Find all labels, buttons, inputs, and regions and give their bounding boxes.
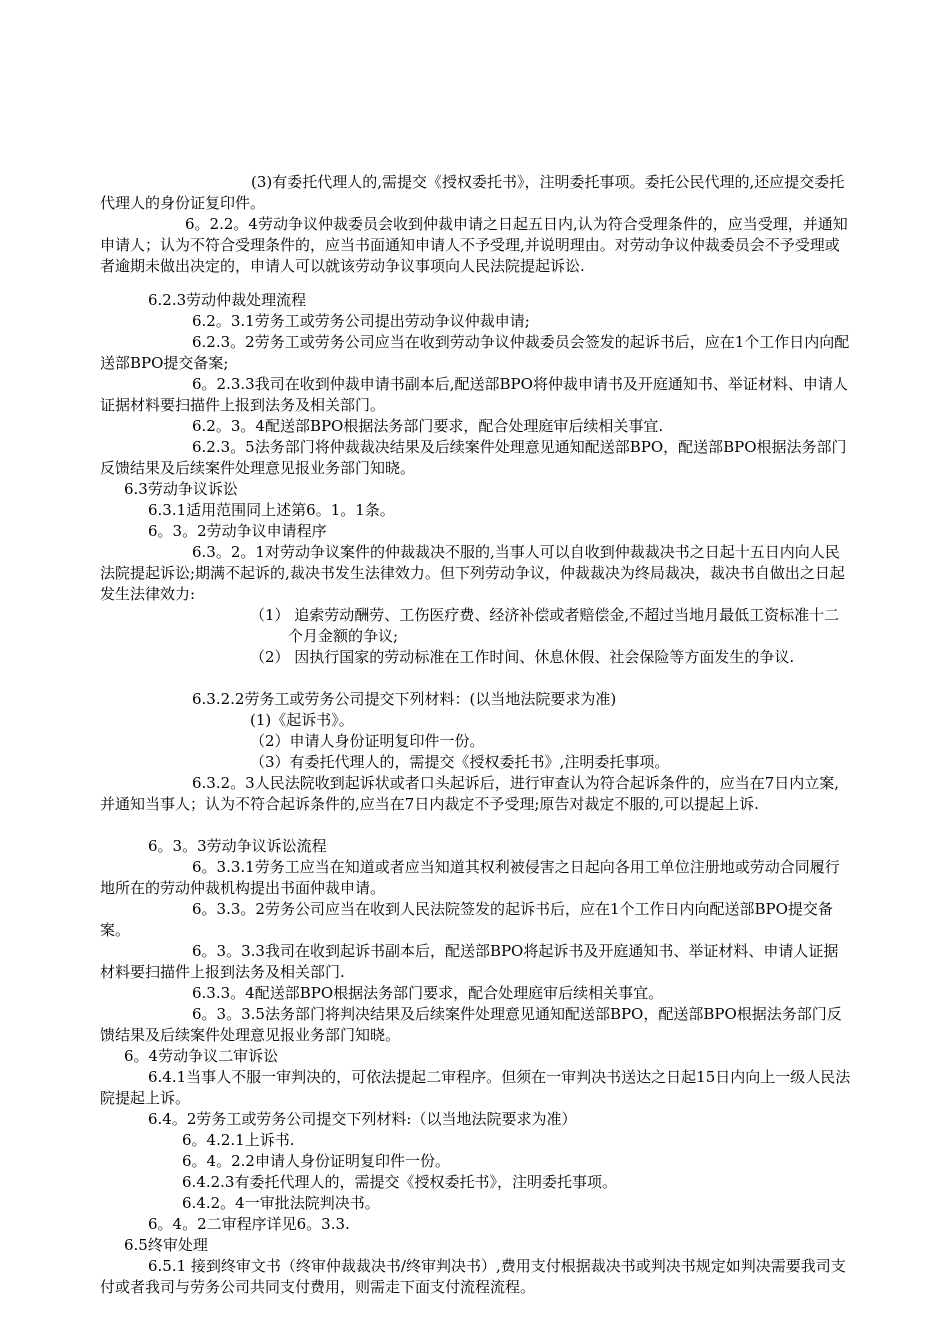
paragraph: 6.3.3。4配送部BPO根据法务部门要求，配合处理庭审后续相关事宜。	[192, 984, 664, 1002]
section-heading: 6.5终审处理	[124, 1236, 208, 1254]
list-item: 6.4.2.3有委托代理人的，需提交《授权委托书》，注明委托事项。	[182, 1173, 617, 1191]
list-item: （2）申请人身份证明复印件一份。	[250, 732, 485, 750]
list-item: （1） 追索劳动酬劳、工伤医疗费、经济补偿或者赔偿金,不超过当地月最低工资标准十二个月金额的争议;	[250, 606, 840, 645]
paragraph: 6.4。2劳务工或劳务公司提交下列材料:（以当地法院要求为准）	[148, 1110, 577, 1128]
paragraph: 6。4。2二审程序详见6。3.3.	[148, 1215, 350, 1233]
section-heading: 6。3。2劳动争议申请程序	[148, 522, 327, 540]
section-heading: 6.2.3劳动仲裁处理流程	[148, 291, 307, 309]
paragraph: 6。3。3.3我司在收到起诉书副本后，配送部BPO将起诉书及开庭通知书、举证材料、申请人证据材料要扫描件上报到法务及相关部门.	[100, 942, 839, 981]
section-heading: 6。4劳动争议二审诉讼	[124, 1047, 279, 1065]
section-heading: 6.3劳动争议诉讼	[124, 480, 238, 498]
paragraph: 6.2.3。5法务部门将仲裁裁决结果及后续案件处理意见通知配送部BPO，配送部BPO根据法务部门反馈结果及后续案件处理意见报业务部门知晓。	[100, 438, 847, 477]
paragraph: 6.5.1 接到终审文书（终审仲裁裁决书/终审判决书）,费用支付根据裁决书或判决书规定如判决需要我司支付或者我司与劳务公司共同支付费用，则需走下面支付流程流程。	[100, 1257, 846, 1296]
paragraph: 6。3.3。2劳务公司应当在收到人民法院签发的起诉书后，应在1个工作日内向配送部BPO提交备案。	[100, 900, 833, 939]
list-item: （3）有委托代理人的，需提交《授权委托书》,注明委托事项。	[250, 753, 670, 771]
paragraph: 6.3.2.2劳务工或劳务公司提交下列材料：(以当地法院要求为准)	[192, 690, 617, 708]
list-item: （2） 因执行国家的劳动标准在工作时间、休息休假、社会保险等方面发生的争议.	[250, 648, 795, 666]
paragraph: 6.2。3。4配送部BPO根据法务部门要求，配合处理庭审后续相关事宜.	[192, 417, 664, 435]
paragraph: 6。3。3.5法务部门将判决结果及后续案件处理意见通知配送部BPO，配送部BPO根据法务部门反馈结果及后续案件处理意见报业务部门知晓。	[100, 1005, 842, 1044]
list-item: 6。4。2.2申请人身份证明复印件一份。	[182, 1152, 450, 1170]
list-item: (1)《起诉书》。	[250, 711, 354, 729]
paragraph: 6.3。2。1对劳动争议案件的仲裁裁决不服的,当事人可以自收到仲裁裁决书之日起十五日内向人民法院提起诉讼;期满不起诉的,裁决书发生法律效力。但下列劳动争议，仲裁裁决为终局裁决，裁决书自做出之日起发生法律效力:	[100, 543, 845, 603]
paragraph: 6.4.1当事人不服一审判决的，可依法提起二审程序。但须在一审判决书送达之日起15日内向上一级人民法院提起上诉。	[100, 1068, 851, 1107]
paragraph: 6.2。3.1劳务工或劳务公司提出劳动争议仲裁申请;	[192, 312, 530, 330]
list-item: 6。4.2.1上诉书.	[182, 1131, 295, 1149]
paragraph: 6.3.2。3人民法院收到起诉状或者口头起诉后，进行审查认为符合起诉条件的，应当在7日内立案,并通知当事人；认为不符合起诉条件的,应当在7日内裁定不予受理;原告对裁定不服的,可以提起上诉.	[100, 774, 840, 813]
paragraph: 6.3.1适用范围同上述第6。1。1条。	[148, 501, 395, 519]
paragraph: 6。2.3.3我司在收到仲裁申请书副本后,配送部BPO将仲裁申请书及开庭通知书、举证材料、申请人证据材料要扫描件上报到法务及相关部门。	[100, 375, 848, 414]
paragraph: 6。3.3.1劳务工应当在知道或者应当知道其权利被侵害之日起向各用工单位注册地或劳动合同履行地所在的劳动仲裁机构提出书面仲裁申请。	[100, 858, 840, 897]
list-item: 6.4.2。4一审批法院判决书。	[182, 1194, 380, 1212]
paragraph: (3)有委托代理人的,需提交《授权委托书》，注明委托事项。委托公民代理的,还应提交委托代理人的身份证复印件。	[100, 173, 845, 212]
section-heading: 6。3。3劳动争议诉讼流程	[148, 837, 327, 855]
paragraph: 6.2.3。2劳务工或劳务公司应当在收到劳动争议仲裁委员会签发的起诉书后，应在1个工作日内向配送部BPO提交备案;	[100, 333, 850, 372]
paragraph: 6。2.2。4劳动争议仲裁委员会收到仲裁申请之日起五日内,认为符合受理条件的，应当受理，并通知申请人；认为不符合受理条件的，应当书面通知申请人不予受理,并说明理由。对劳动争议仲裁委员会不予受理或者逾期未做出决定的，申请人可以就该劳动争议事项向人民法院提起诉讼.	[100, 215, 848, 275]
